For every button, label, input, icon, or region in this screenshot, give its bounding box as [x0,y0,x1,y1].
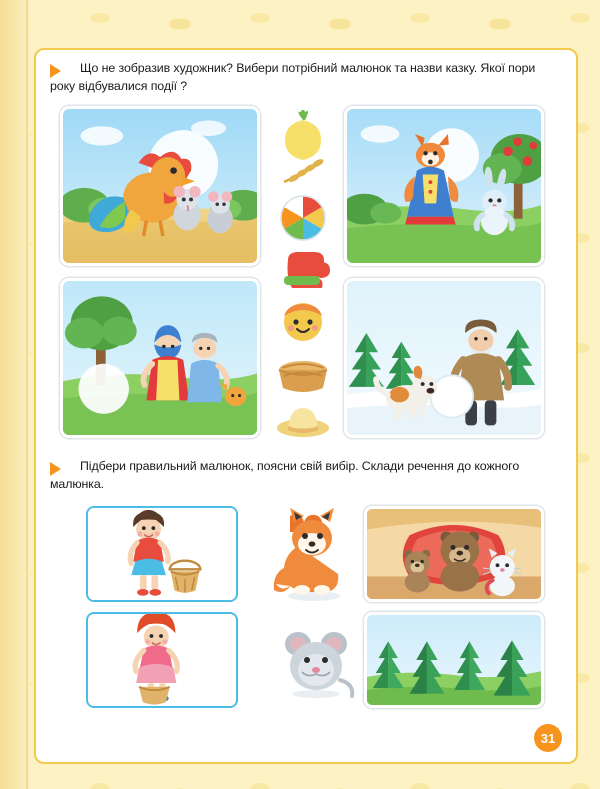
match-grid [46,502,566,724]
triangle-bullet-icon-2 [50,462,61,476]
task-2-block [36,442,576,494]
left-decorative-band [0,0,30,789]
content-card [34,48,578,764]
task-2-text: Підбери правильний малюнок, поясни свій вибір. Склади речення до кожного малюнка. [50,458,520,491]
object-straw-hat[interactable] [272,400,334,442]
triangle-bullet-icon [50,64,61,78]
object-mouse[interactable] [272,618,358,704]
object-pie-basket[interactable] [272,350,334,400]
picture-fir-forest[interactable] [364,612,544,708]
object-column [272,106,334,442]
story-picture-grid [46,106,566,442]
object-mitten[interactable] [272,246,334,294]
answer-box-girl-headscarf[interactable] [86,612,238,708]
picture-rooster-mice[interactable] [60,106,260,266]
picture-three-bears[interactable] [364,506,544,602]
object-kolobok-bun[interactable] [272,298,334,346]
answer-box-girl-basket[interactable] [86,506,238,602]
task-1-text: Що не зобразив художник? Вибери потрібний малюнок та назви казку. Якої пори року відбувалися події ? [50,61,536,93]
object-wheat-ear[interactable] [272,154,334,188]
picture-winter-oldman-dog[interactable] [344,278,544,438]
object-beach-ball[interactable] [272,192,334,244]
picture-fox-hare[interactable] [344,106,544,266]
page-number-badge: 31 [534,724,562,752]
object-fox[interactable] [268,506,358,602]
task-1-block [36,50,576,96]
picture-grandparents-bun[interactable] [60,278,260,438]
